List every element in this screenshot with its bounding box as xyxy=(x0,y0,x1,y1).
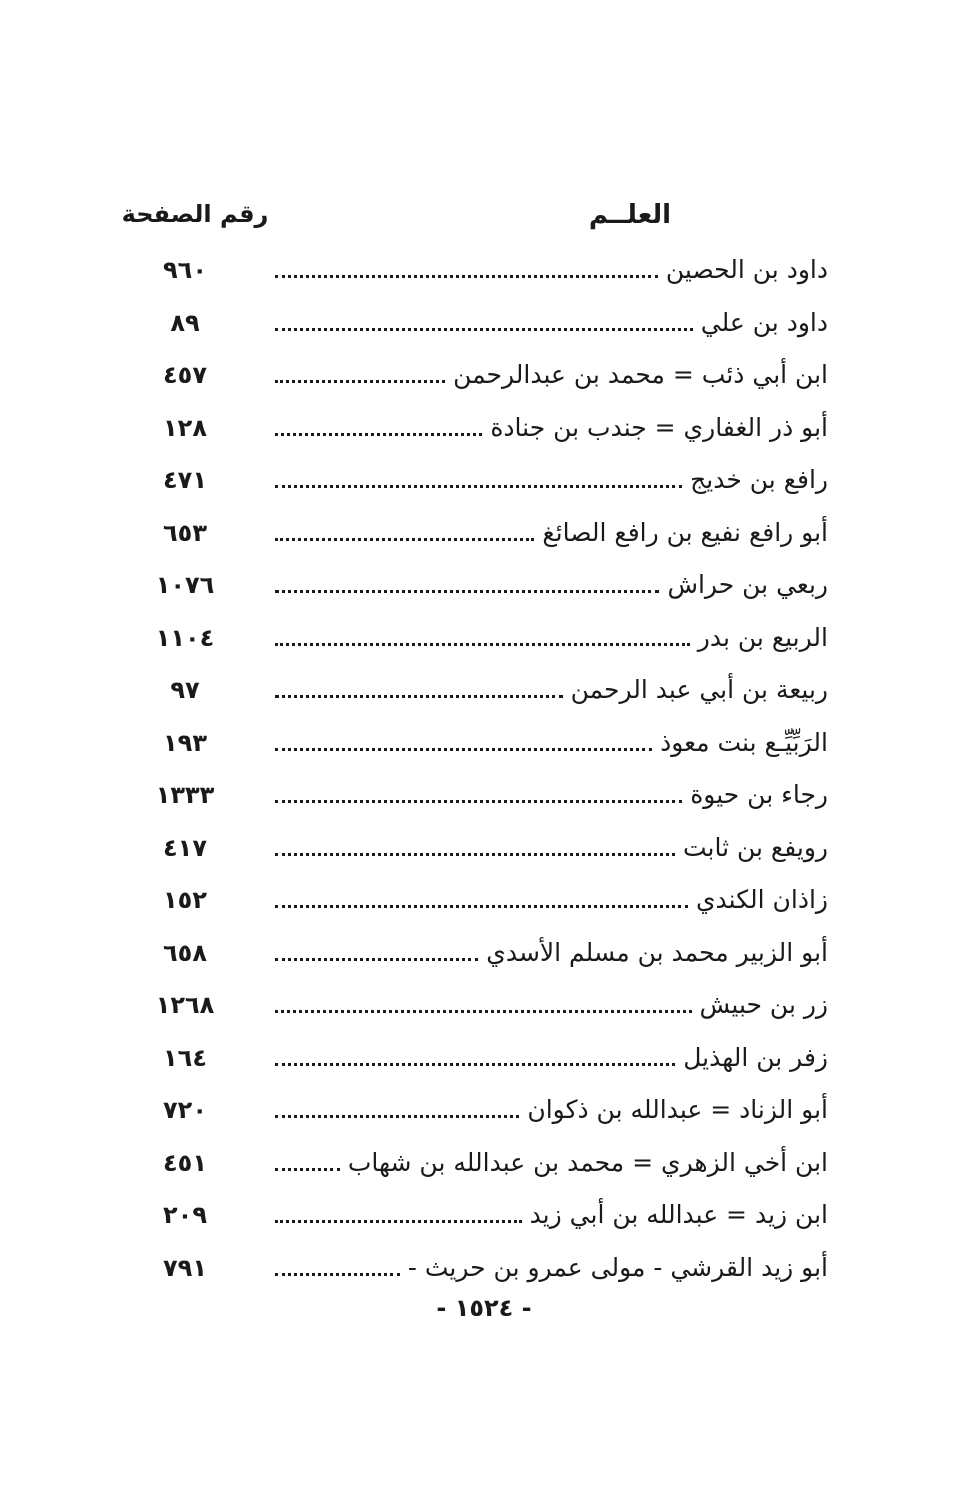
dot-leader xyxy=(275,643,690,646)
index-entry xyxy=(0,1088,968,1128)
entry-name: أبو زيد القرشي - مولى عمرو بن حريث - xyxy=(400,1250,828,1286)
index-entry xyxy=(0,1036,968,1076)
dot-leader xyxy=(275,1010,692,1013)
entry-leader xyxy=(275,987,828,1023)
entry-page-number: ١٢٦٨ xyxy=(155,991,215,1019)
page-folio-number: - ١٥٢٤ - xyxy=(436,1294,532,1322)
entry-leader xyxy=(275,620,828,656)
entry-leader xyxy=(275,935,828,971)
entry-leader xyxy=(275,672,828,708)
index-entry xyxy=(0,721,968,761)
entry-name: ابن زيد = عبدالله بن أبي زيد xyxy=(522,1197,828,1233)
entry-page-number: ١١٠٤ xyxy=(155,623,215,652)
entry-leader xyxy=(275,1092,828,1128)
dot-leader xyxy=(275,1220,522,1223)
entry-leader xyxy=(275,830,828,866)
entry-name: ربيعة بن أبي عبد الرحمن xyxy=(563,672,828,708)
entry-name: الربيع بن بدر xyxy=(690,620,828,656)
entry-page-number: ١٠٧٦ xyxy=(155,571,215,599)
index-entry xyxy=(0,826,968,866)
entry-leader xyxy=(275,567,828,603)
entry-name: أبو رافع نفيع بن رافع الصائغ xyxy=(534,515,828,551)
entry-page-number: ٤١٧ xyxy=(163,833,207,862)
entry-name: ابن أخي الزهري = محمد بن عبدالله بن شهاب xyxy=(340,1145,828,1181)
dot-leader xyxy=(275,328,693,331)
entry-leader xyxy=(275,1250,828,1286)
entry-leader xyxy=(275,1145,828,1181)
entry-page-number: ٤٥٧ xyxy=(163,361,207,389)
entry-page-number: ١٥٢ xyxy=(163,886,207,914)
dot-leader xyxy=(275,485,682,488)
entry-name: الرَبِّيِّـع بنت معوذ xyxy=(652,725,828,761)
index-entry xyxy=(0,563,968,603)
entry-name: داود بن علي xyxy=(693,305,828,341)
index-entry xyxy=(0,248,968,288)
entry-name: رجاء بن حيوة xyxy=(682,777,828,813)
dot-leader xyxy=(275,800,682,803)
entry-page-number: ٧٢٠ xyxy=(163,1096,207,1124)
entry-name: أبو الزناد = عبدالله بن ذكوان xyxy=(519,1092,828,1128)
entry-page-number: ١٣٣٣ xyxy=(155,781,215,809)
index-entry xyxy=(0,511,968,551)
dot-leader xyxy=(275,853,675,856)
entry-name: ابن أبي ذئب = محمد بن عبدالرحمن xyxy=(445,357,828,393)
dot-leader xyxy=(275,1273,400,1276)
entry-page-number: ٤٥١ xyxy=(163,1148,207,1177)
entry-leader xyxy=(275,882,828,918)
dot-leader xyxy=(275,1063,675,1066)
page-column-header: رقم الصفحة xyxy=(121,200,269,228)
entry-page-number: ٨٩ xyxy=(170,308,200,337)
index-entry xyxy=(0,773,968,813)
index-entry xyxy=(0,668,968,708)
entry-leader xyxy=(275,410,828,446)
name-column-header: العلــم xyxy=(588,200,672,230)
entry-name: زاذان الكندي xyxy=(688,882,828,918)
index-entry xyxy=(0,931,968,971)
entry-name: أبو الزبير محمد بن مسلم الأسدي xyxy=(478,935,828,971)
index-entry xyxy=(0,406,968,446)
dot-leader xyxy=(275,433,482,436)
dot-leader xyxy=(275,275,658,278)
entry-leader xyxy=(275,1040,828,1076)
entry-page-number: ٧٩١ xyxy=(163,1253,207,1282)
entry-name: ربعي بن حراش xyxy=(659,567,828,603)
entry-leader xyxy=(275,515,828,551)
entry-leader xyxy=(275,1197,828,1233)
index-entry xyxy=(0,353,968,393)
entry-page-number: ٩٧ xyxy=(170,676,200,704)
entry-name: زر بن حبيش xyxy=(692,987,828,1023)
index-entry xyxy=(0,878,968,918)
entry-page-number: ٦٥٨ xyxy=(163,938,207,967)
entry-leader xyxy=(275,725,828,761)
index-entry xyxy=(0,1141,968,1181)
dot-leader xyxy=(275,380,445,383)
entry-name: رويفع بن ثابت xyxy=(675,830,828,866)
entry-page-number: ٢٠٩ xyxy=(163,1201,207,1229)
dot-leader xyxy=(275,695,563,698)
dot-leader xyxy=(275,538,534,541)
entry-page-number: ٩٦٠ xyxy=(163,256,207,284)
index-entry xyxy=(0,301,968,341)
entry-leader xyxy=(275,777,828,813)
entry-leader xyxy=(275,305,828,341)
dot-leader xyxy=(275,905,688,908)
index-entry xyxy=(0,1246,968,1286)
index-entry xyxy=(0,1193,968,1233)
entry-page-number: ٦٥٣ xyxy=(163,518,207,547)
dot-leader xyxy=(275,590,659,593)
entry-leader xyxy=(275,252,828,288)
index-entry xyxy=(0,616,968,656)
index-entry xyxy=(0,458,968,498)
dot-leader xyxy=(275,1168,340,1171)
dot-leader xyxy=(275,748,652,751)
entry-page-number: ١٦٤ xyxy=(163,1043,207,1072)
dot-leader xyxy=(275,1115,519,1118)
entry-leader xyxy=(275,357,828,393)
entry-page-number: ٤٧١ xyxy=(163,466,207,494)
index-entry xyxy=(0,983,968,1023)
entry-name: رافع بن خديج xyxy=(682,462,828,498)
entry-name: داود بن الحصين xyxy=(658,252,828,288)
entry-leader xyxy=(275,462,828,498)
entry-name: أبو ذر الغفاري = جندب بن جنادة xyxy=(482,410,828,446)
entry-name: زفر بن الهذيل xyxy=(675,1040,828,1076)
entry-page-number: ١٢٨ xyxy=(163,413,207,442)
dot-leader xyxy=(275,958,478,961)
entry-page-number: ١٩٣ xyxy=(163,728,207,757)
